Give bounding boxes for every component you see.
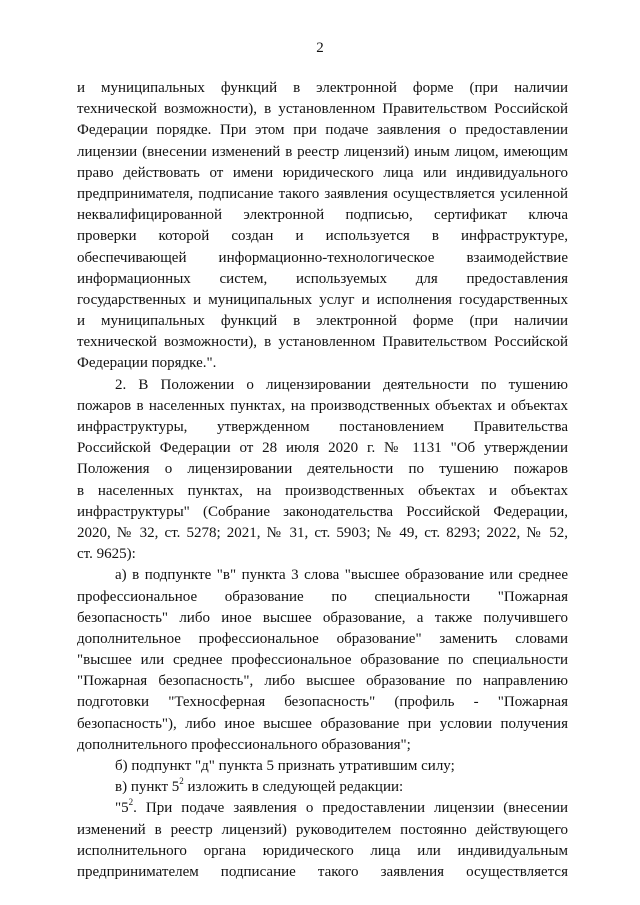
text-line: исполнительного органа юридического лица или индивидуальным (77, 842, 568, 859)
text-line: Положения о лицензировании деятельности по тушению пожаров (77, 461, 568, 478)
text-line: "Пожарная безопасность", либо высшее образование по направлению (77, 673, 568, 690)
text-line: и муниципальных функций в электронной форме (при наличии (77, 80, 568, 96)
text-line: безопасность" либо иное высшее образование, а также получившего (77, 609, 568, 626)
text-line: инфраструктуры" (Собрание законодательства Российской Федерации, (77, 503, 568, 520)
text-line: ст. 9625): (77, 546, 136, 563)
text-line: профессиональное образование по специальности "Пожарная (77, 588, 568, 605)
text-line: Российской Федерации от 28 июля 2020 г. № 1131 "Об утверждении (77, 440, 568, 457)
text-line: "высшее или среднее профессиональное образование по специальности (77, 652, 568, 669)
text-line: пожаров в населенных пунктах, на производственных объектах и объектах (77, 397, 568, 414)
text-line: 2. В Положении о лицензировании деятельности по тушению (115, 376, 568, 393)
text-lines (77, 78, 568, 777)
text-line: неквалифицированной электронной подписью, сертификат ключа (77, 207, 568, 224)
text-line: изменений в реестр лицензий) руководителем постоянно действующего (77, 821, 568, 838)
text-line-quote-start: "$5^2$. При подаче заявления о предоставлении лицензии (внесении (115, 798, 568, 817)
text-line: предпринимателя, подписание такого заявления осуществляется усиленной (77, 185, 568, 202)
text-line: б) подпункт "д" пункта 5 признать утратившим силу; (115, 758, 455, 774)
text-line: 2020, № 32, ст. 5278; 2021, № 31, ст. 5903; № 49, ст. 8293; 2022, № 52, (77, 524, 568, 541)
text-line: лицензии (внесении изменений в реестр лицензий) иным лицом, имеющим (77, 143, 568, 160)
text-line: дополнительное профессиональное образование" заменить словами (77, 630, 568, 647)
text-line: а) в подпункте "в" пункта 3 слова "высшее образование или среднее (115, 567, 568, 584)
text-line: информационных систем, используемых для предоставления (77, 270, 568, 287)
text-line: технической возможности), в установленном Правительством Российской (77, 334, 568, 351)
text-line: Федерации порядке. При этом при подаче заявления о предоставлении (77, 122, 568, 139)
text-line: Федерации порядке.". (77, 355, 217, 372)
text-line-item-v: в) пункт $5^2$ изложить в следующей редакции: (115, 777, 404, 796)
text-line: и муниципальных функций в электронной форме (при наличии (77, 313, 568, 330)
text-line: инфраструктуры, утвержденном постановлением Правительства (77, 419, 568, 435)
page-number: 2 (316, 40, 324, 56)
text-line: проверки которой создан и используется в инфраструктуре, (77, 228, 568, 245)
text-line: государственных и муниципальных услуг и исполнения государственных (77, 291, 568, 308)
text-line: предпринимателем подписание такого заявления осуществляется (77, 863, 568, 880)
text-line: безопасность"), либо иное высшее образование при условии получения (77, 715, 568, 732)
document-body (77, 78, 568, 883)
text-line: дополнительного профессионального образования"; (77, 736, 411, 753)
text-line: обеспечивающей информационно-технологическое взаимодействие (77, 249, 568, 266)
text-line: технической возможности), в установленном Правительством Российской (77, 101, 568, 118)
text-line: в населенных пунктах, на производственных объектах и объектах (77, 482, 568, 499)
text-line: подготовки "Техносферная безопасность" (профиль - "Пожарная (77, 694, 568, 711)
text-line: право действовать от имени юридического лица или индивидуального (77, 164, 568, 181)
text-lines-tail (77, 820, 568, 884)
